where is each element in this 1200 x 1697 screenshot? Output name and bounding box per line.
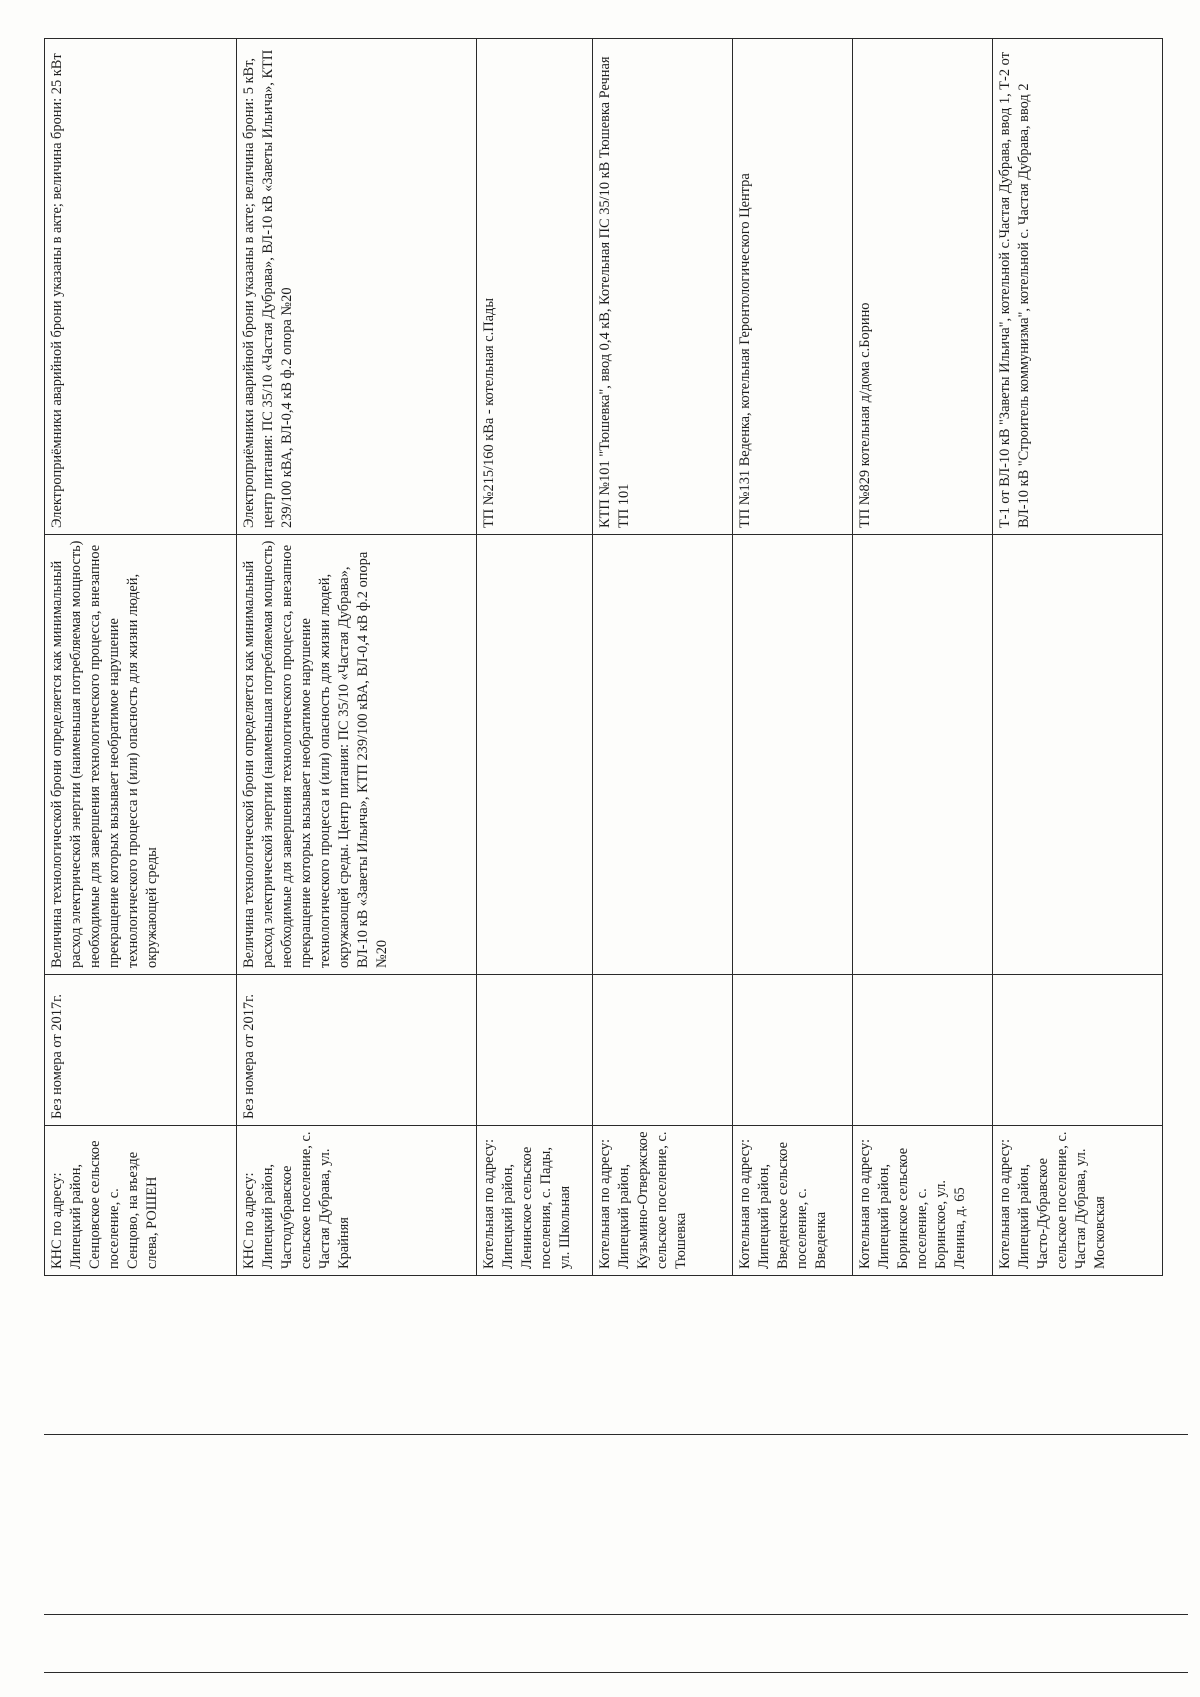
emergency-reserve-cell: ТП №215/160 кВа - котельная с.Пады: [477, 39, 593, 535]
technological-reserve-cell: [593, 535, 733, 975]
horizontal-rule: [44, 1672, 1188, 1673]
table-row: [593, 39, 733, 1276]
reserve-table: [44, 38, 1163, 1276]
table-row: [853, 39, 993, 1276]
table-row: [477, 39, 593, 1276]
emergency-reserve-cell: Электроприёмники аварийной брони указаны в акте; величина брони: 5 кВт, центр питания: ПС 35/10 «Частая Дубрава», ВЛ-10 кВ «Заветы Ильича», КТП 239/100 кВА, ВЛ-0,4 кВ ф.2 опора №20: [237, 39, 477, 535]
technological-reserve-cell: [733, 535, 853, 975]
object-address-cell: Котельная по адресу: Липецкий район, Часто-Дубравское сельское поселение, с. Частая Дубрава, ул. Московская: [993, 1126, 1163, 1276]
technological-reserve-cell: Величина технологической брони определяется как минимальный расход электрической энергии (наименьшая потребляемая мощность) необходимые для завершения технологического процесса, внезапное прекращение которых вызывает необратимое нарушение технологического процесса и (или) опасность для жизни людей, окружающей среды. Центр питания: ПС 35/10 «Частая Дубрава», ВЛ-10 кВ «Заветы Ильича», КТП 239/100 кВА, ВЛ-0,4 кВ ф.2 опора №20: [237, 535, 477, 975]
act-number-cell: [593, 975, 733, 1126]
act-number-cell: [993, 975, 1163, 1126]
object-address-cell: Котельная по адресу: Липецкий район, Введенское сельское поселение, с. Введенка: [733, 1126, 853, 1276]
act-number-cell: Без номера от 2017г.: [45, 975, 237, 1126]
object-address-cell: КНС по адресу: Липецкий район, Частодубравское сельское поселение, с. Частая Дубрава, ул. Крайняя: [237, 1126, 477, 1276]
act-number-cell: [733, 975, 853, 1126]
technological-reserve-cell: [477, 535, 593, 975]
emergency-reserve-cell: ТП №829 котельная д/дома с.Борино: [853, 39, 993, 535]
act-number-cell: [853, 975, 993, 1126]
object-address-cell: Котельная по адресу: Липецкий район, Ленинское сельское поселения, с. Пады, ул. Школьная: [477, 1126, 593, 1276]
emergency-reserve-cell: Т-1 от ВЛ-10 кВ "Заветы Ильича", котельной с.Частая Дубрава, ввод 1, Т-2 от ВЛ-10 кВ "Строитель коммунизма", котельной с. Частая Дубрава, ввод 2: [993, 39, 1163, 535]
technological-reserve-cell: [853, 535, 993, 975]
emergency-reserve-cell: КТП №101 "Тюшевка", ввод 0,4 кВ, Котельная ПС 35/10 кВ Тюшевка Речная ТП 101: [593, 39, 733, 535]
table-row: [993, 39, 1163, 1276]
emergency-reserve-cell: Электроприёмники аварийной брони указаны в акте; величина брони: 25 кВт: [45, 39, 237, 535]
horizontal-rule: [44, 1434, 1188, 1435]
table-row: [237, 39, 477, 1276]
object-address-cell: Котельная по адресу: Липецкий район, Боринское сельское поселение, с. Боринское, ул. Ленина, д. 65: [853, 1126, 993, 1276]
rotated-table-container: [44, 39, 1162, 1276]
technological-reserve-cell: Величина технологической брони определяется как минимальный расход электрической энергии (наименьшая потребляемая мощность) необходимые для завершения технологического процесса, внезапное прекращение которых вызывает необратимое нарушение технологического процесса и (или) опасность для жизни людей, окружающей среды: [45, 535, 237, 975]
technological-reserve-cell: [993, 535, 1163, 975]
emergency-reserve-cell: ТП №131 Веденка, котельная Геронтологического Центра: [733, 39, 853, 535]
object-address-cell: Котельная по адресу: Липецкий район, Кузьмино-Отвержское сельское поселение, с. Тюшевка: [593, 1126, 733, 1276]
table-row: [45, 39, 237, 1276]
act-number-cell: [477, 975, 593, 1126]
object-address-cell: КНС по адресу: Липецкий район, Сенцовское сельское поселение, с. Сенцово, на въезде слева, РОШЕН: [45, 1126, 237, 1276]
horizontal-rule: [44, 1614, 1188, 1615]
table-row: [733, 39, 853, 1276]
act-number-cell: Без номера от 2017г.: [237, 975, 477, 1126]
